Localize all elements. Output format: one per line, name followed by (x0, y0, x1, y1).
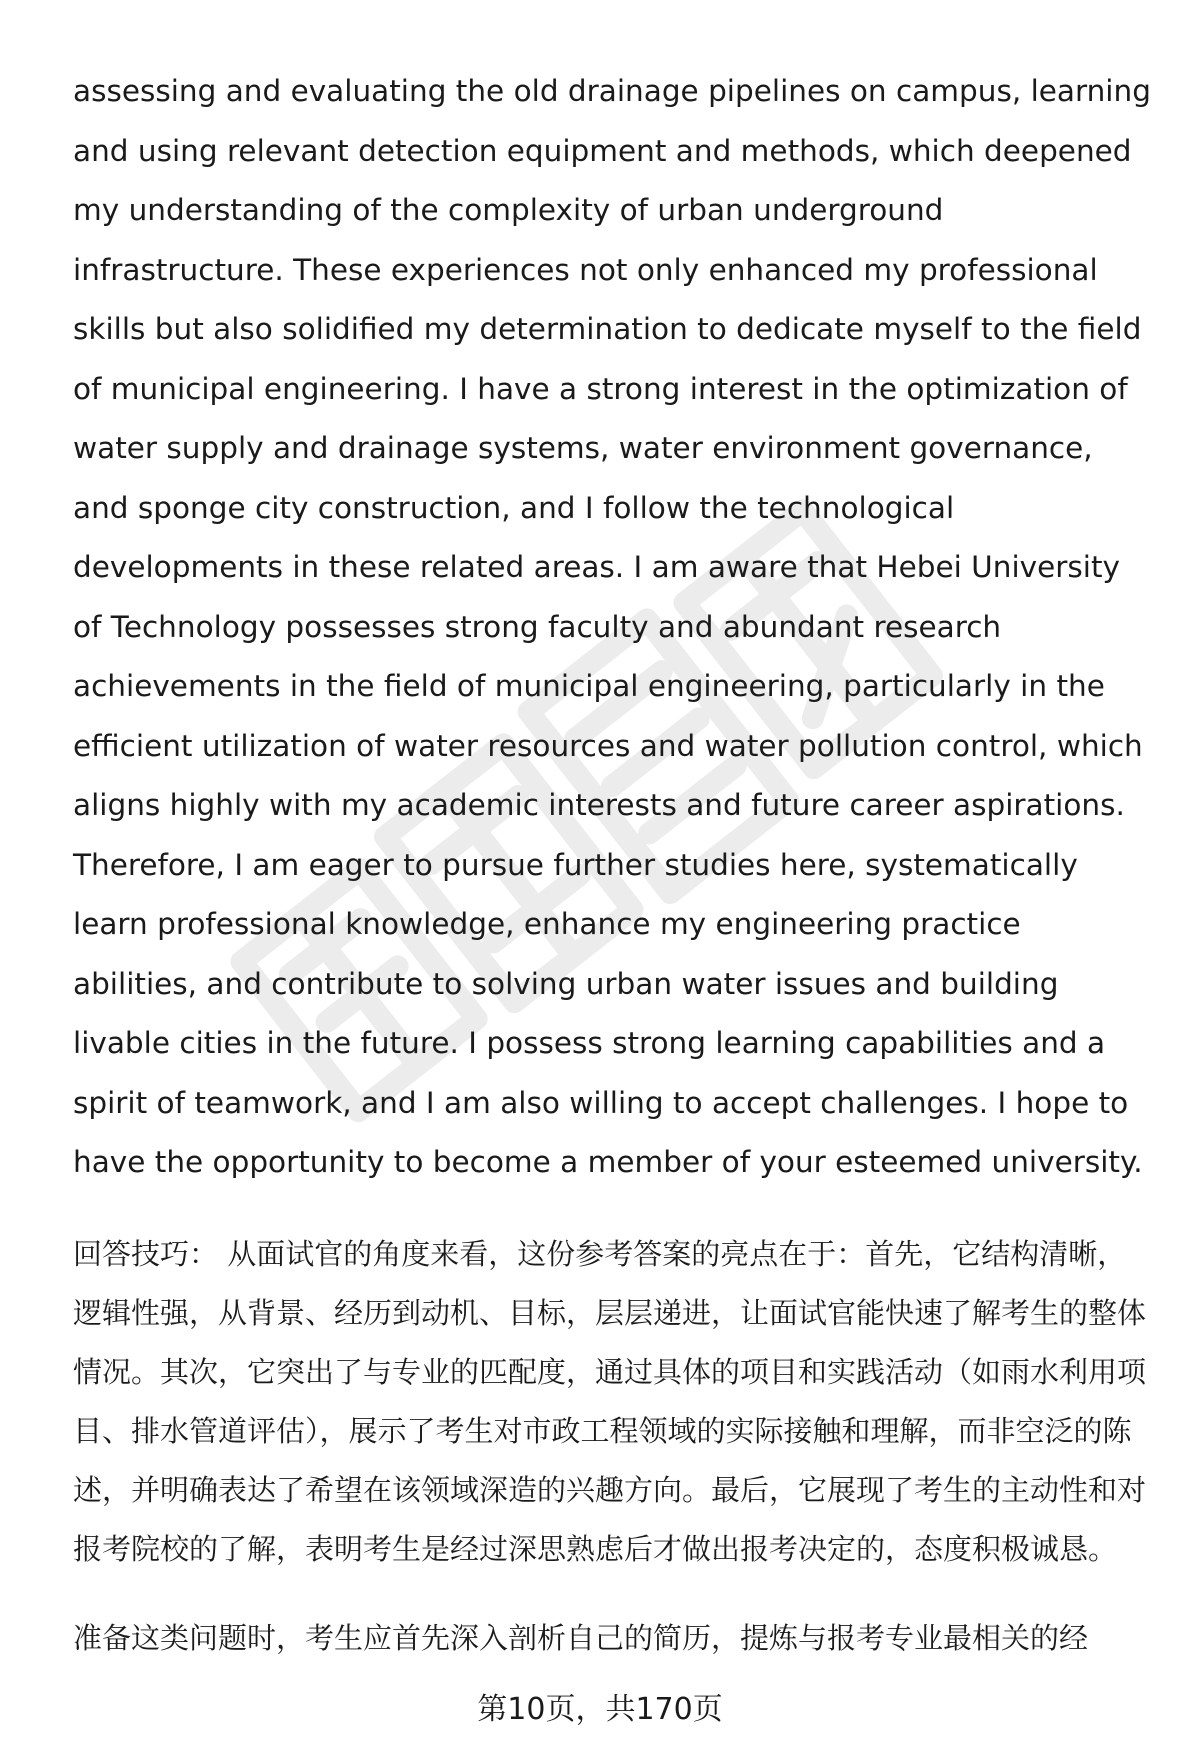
document-body (73, 62, 1153, 1668)
page-number-footer: 第10页，共170页 (477, 1692, 723, 1727)
answer-tips-paragraph: 回答技巧： 从面试官的角度来看，这份参考答案的亮点在于：首先，它结构清晰，逻辑性强，从背景、经历到动机、目标，层层递进，让面试官能快速了解考生的整体情况。其次，它突出了与专业的匹配度，通过具体的项目和实践活动（如雨水利用项目、排水管道评估），展示了考生对市政工程领域的实际接触和理解，而非空泛的陈述，并明确表达了希望在该领域深造的兴趣方向。最后，它展现了考生的主动性和对报考院校的了解，表明考生是经过深思熟虑后才做出报考决定的，态度积极诚恳。 (73, 1236, 1147, 1566)
preparation-paragraph: 准备这类问题时，考生应首先深入剖析自己的简历，提炼与报考专业最相关的经 (73, 1620, 1089, 1655)
english-answer-paragraph: assessing and evaluating the old drainage pipelines on campus, learning and using relevant detection equipment and methods, which deepened my understanding of the complexity of urban underground infrastructure. These experiences not only enhanced my professional skills but also solidified my determination to dedicate myself to the field of municipal engineering. I have a strong interest in the optimization of water supply and drainage systems, water environment governance, and sponge city construction, and I follow the technological developments in these related areas. I am aware that Hebei University of Technology possesses strong faculty and abundant research achievements in the field of municipal engineering, particularly in the efficient utilization of water resources and water pollution control, which aligns highly with my academic interests and future career aspirations. Therefore, I am eager to pursue further studies here, systematically learn professional knowledge, enhance my engineering practice abilities, and contribute to solving urban water issues and building livable cities in the future. I possess strong learning capabilities and a spirit of teamwork, and I am also willing to accept challenges. I hope to have the opportunity to become a member of your esteemed university. (73, 74, 1151, 1179)
